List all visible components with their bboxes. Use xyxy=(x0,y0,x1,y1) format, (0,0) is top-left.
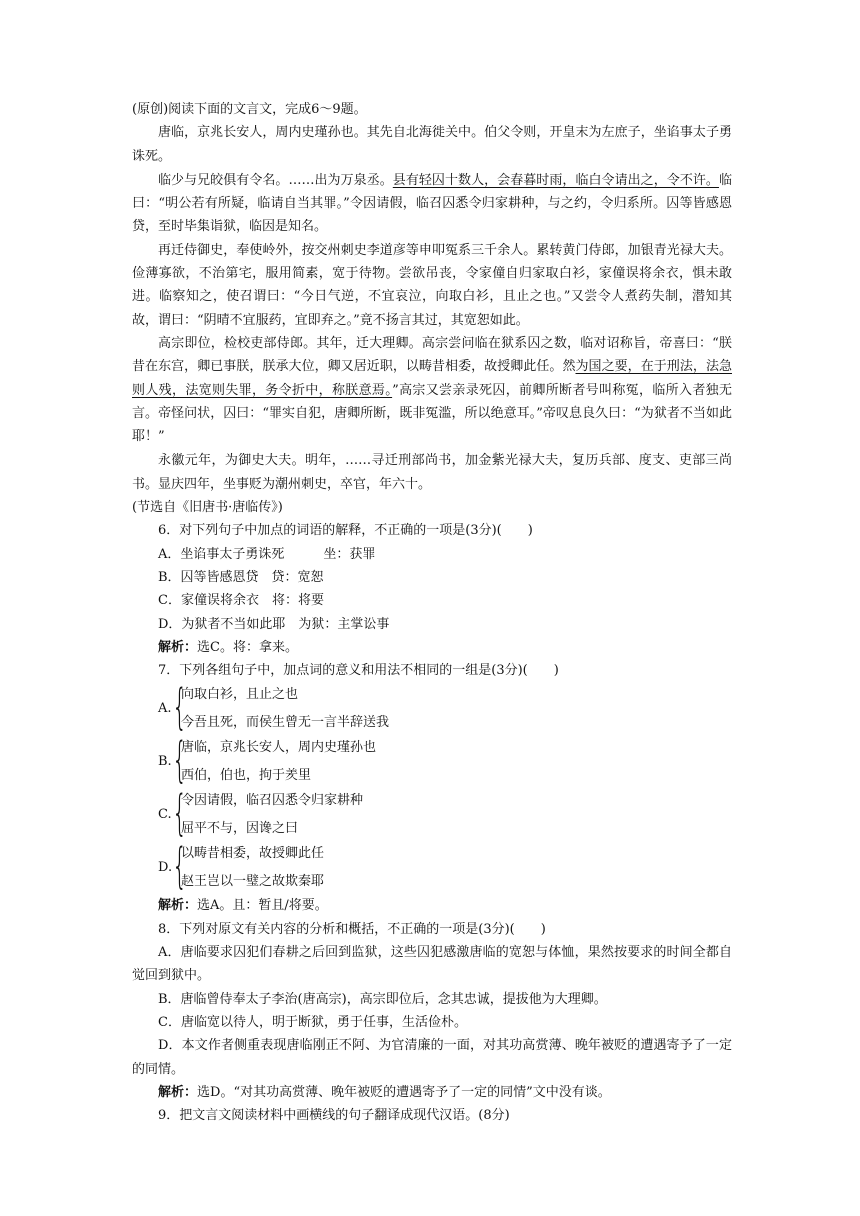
q7-group-b xyxy=(158,731,732,788)
q7-group-line: 赵王岂以一璧之故欺秦耶 xyxy=(181,873,325,889)
q6-option-c: C．家僮误将余衣 将：将要 xyxy=(158,593,324,609)
q7-analysis-label: 解析： xyxy=(158,898,198,914)
passage-paragraph-2 xyxy=(132,169,732,239)
q8-option-a: A．唐临要求囚犯们春耕之后回到监狱，这些囚犯感激唐临的宽恕与体恤，果然按要求的时间全都自觉回到狱中。 xyxy=(132,945,732,984)
intro-line: (原创)阅读下面的文言文，完成6～9题。 xyxy=(132,102,367,117)
passage-p2-end: 临曰：“明公若有所疑，临请自当其罪。”令因请假，临召囚悉令归家耕种，与之约，令归系所。囚等皆感恩贷，至时毕集诣狱，临因是知名。 xyxy=(132,172,732,235)
q8-analysis-text: 选D。“对其功高赏薄、晚年被贬的遭遇寄予了一定的同情”文中没有谈。 xyxy=(197,1084,611,1100)
q7-group-letter: B. xyxy=(158,754,172,770)
passage-p4-start: 高宗即位，检校吏部侍郎。其年，迁大理卿。高宗尝问临在狱系囚之数，临对诏称旨，帝喜曰：“朕昔在东宫，卿已事朕，朕承大位，卿又居近职，以畴昔相委，故授卿此任。然 xyxy=(132,335,732,375)
q6-analysis-text: 选C。将：拿来。 xyxy=(197,639,298,655)
q7-group-line: 唐临，京兆长安人，周内史瑾孙也 xyxy=(181,739,377,755)
q6-option-b: B．囚等皆感恩贷 贷：宽恕 xyxy=(158,569,324,585)
brace-icon: { xyxy=(172,731,188,788)
q7-group-line: 今吾且死，而侯生曾无一言半辞送我 xyxy=(181,714,390,730)
q6-stem: 6．对下列句子中加点的词语的解释，不正确的一项是(3分)( ) xyxy=(158,523,533,539)
q7-group-line: 屈平不与，因谗之曰 xyxy=(181,820,299,836)
q7-group-c xyxy=(158,784,732,841)
q6-option-a: A．坐谄事太子勇诛死 坐：获罪 xyxy=(158,546,376,562)
q7-group-d xyxy=(158,837,732,894)
q7-group-line: 向取白衫，且止之也 xyxy=(181,686,299,702)
passage-p4-end: ”高宗又尝亲录死囚，前卿所断者号叫称冤，临所入者独无言。帝怪问状，囚曰：“罪实自犯，唐卿所断，既非冤滥，所以绝意耳。”帝叹息良久曰：“为狱者不当如此耶！” xyxy=(132,382,732,445)
q6-analysis xyxy=(132,636,732,659)
underlined-sentence-1: 县有轻囚十数人，会春暮时雨，临白令请出之，令不许。 xyxy=(392,172,719,188)
q6-analysis-label: 解析： xyxy=(158,639,198,655)
q8-stem: 8．下列对原文有关内容的分析和概括，不正确的一项是(3分)( ) xyxy=(158,921,546,937)
q8-option-c: C．唐临宽以待人，明于断狱，勇于任事，生活俭朴。 xyxy=(158,1014,467,1030)
q8-analysis-label: 解析： xyxy=(158,1084,198,1100)
brace-icon: { xyxy=(172,784,188,841)
q7-group-line: 以畴昔相委，故授卿此任 xyxy=(181,845,325,861)
brace-icon: { xyxy=(172,837,188,894)
passage-source: (节选自《旧唐书·唐临传》) xyxy=(132,500,283,516)
q7-analysis xyxy=(132,894,732,917)
q7-group-letter: D. xyxy=(158,860,173,876)
q7-analysis-text: 选A。且：暂且/将要。 xyxy=(197,898,328,914)
q8-option-b: B．唐临曾侍奉太子李治(唐高宗)，高宗即位后，念其忠诚，提拔他为大理卿。 xyxy=(158,991,607,1007)
q7-stem: 7．下列各组句子中，加点词的意义和用法不相同的一组是(3分)( ) xyxy=(158,663,559,679)
q7-group-line: 令因请假，临召囚悉令归家耕种 xyxy=(181,792,364,808)
q7-group-a xyxy=(158,678,732,735)
q9-stem: 9．把文言文阅读材料中画横线的句子翻译成现代汉语。(8分) xyxy=(158,1108,510,1124)
passage-paragraph-1: 唐临，京兆长安人，周内史瑾孙也。其先自北海徙关中。伯父令则，开皇末为左庶子，坐谄事太子勇诛死。 xyxy=(132,125,732,164)
passage-paragraph-3: 再迁侍御史，奉使岭外，按交州刺史李道彦等申叩冤系三千余人。累转黄门侍郎，加银青光禄大夫。俭薄寡欲，不治第宅，服用简素，宽于待物。尝欲吊丧，令家僮自归家取白衫，家僮误将余衣，惧未敢进。临察知之，使召谓曰：“今日气逆，不宜哀泣，向取白衫，且止之也。”又尝令人煮药失制，潜知其故，谓曰：“阴晴不宜服药，宜即弃之。”竟不扬言其过，其宽恕如此。 xyxy=(132,242,732,328)
q8-option-d: D．本文作者侧重表现唐临刚正不阿、为官清廉的一面，对其功高赏薄、晚年被贬的遭遇寄予了一定的同情。 xyxy=(132,1038,732,1077)
q7-group-line: 西伯，伯也，拘于羑里 xyxy=(181,767,312,783)
brace-icon: { xyxy=(172,678,188,735)
underlined-sentence-2: 为国之要，在于刑法，法急则人残，法宽则失罪，务令折中，称朕意焉。 xyxy=(132,359,732,398)
document-page xyxy=(132,98,732,1127)
q7-group-letter: A. xyxy=(158,701,172,717)
passage-paragraph-5: 永徽元年，为御史大夫。明年，……寻迁刑部尚书，加金紫光禄大夫，复历兵部、度支、吏部三尚书。显庆四年，坐事贬为潮州刺史，卒官，年六十。 xyxy=(132,453,732,492)
passage-paragraph-4 xyxy=(132,332,732,448)
q6-option-d: D．为狱者不当如此耶 为狱：主掌讼事 xyxy=(158,616,390,632)
q7-group-letter: C. xyxy=(158,807,172,823)
passage-p2-start: 临少与兄皎俱有令名。……出为万泉丞。 xyxy=(158,172,393,188)
q8-analysis xyxy=(132,1081,732,1104)
